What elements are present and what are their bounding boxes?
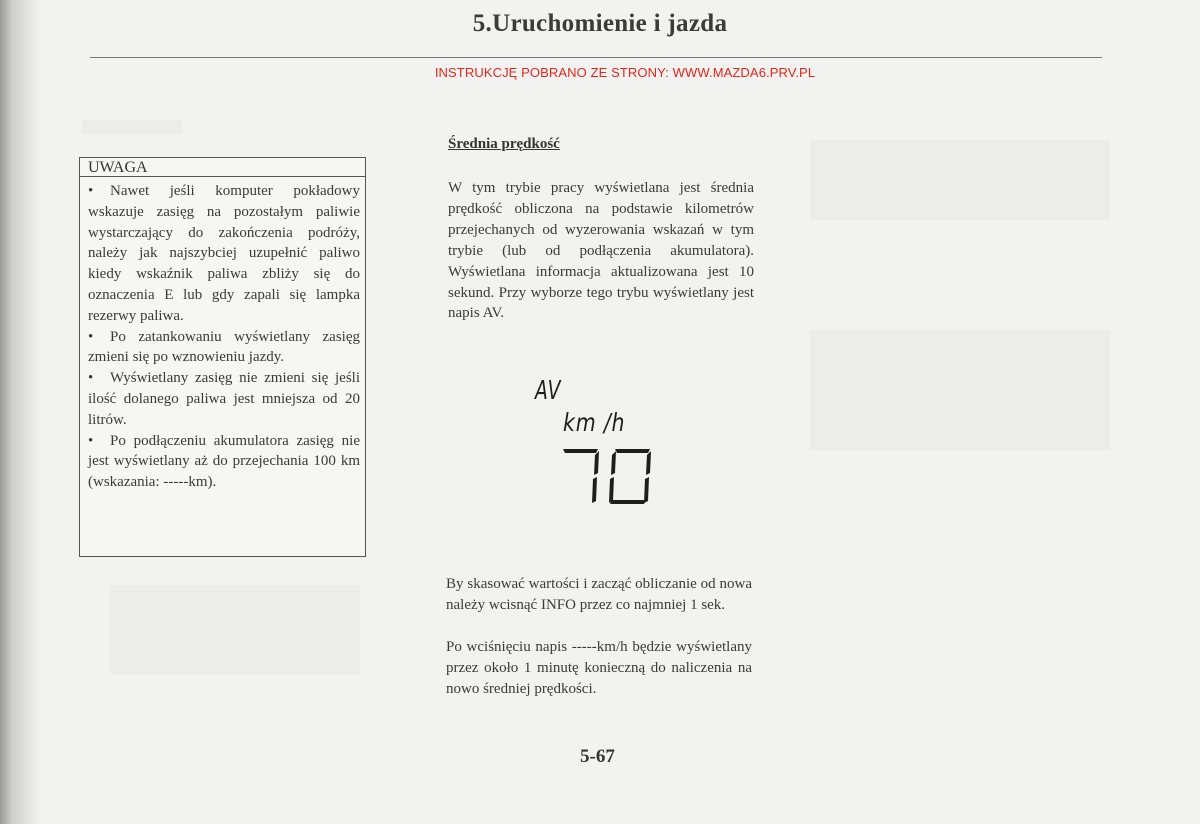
warning-title: UWAGA [80,158,365,177]
download-source-note: INSTRUKCJĘ POBRANO ZE STRONY: WWW.MAZDA6.PRV.PL [434,65,816,80]
bleed-through-mark [82,120,182,134]
display-illustration [530,376,670,511]
warning-box [79,157,366,557]
bullet-icon: • [88,328,94,345]
warning-item-text: Nawet jeśli komputer pokładowy wskazuje zasięg na pozostałym paliwie wystarczający do zakończenia podróży, należy jak najszybciej uzupełnić paliwo kiedy wskaźnik paliwa zbliży się do oznaczenia E lub gdy zapali się lampka rezerwy paliwa. [88,183,360,324]
warning-item-text: Po zatankowaniu wyświetlany zasięg zmieni się po wznowieniu jazdy. [88,328,360,366]
warning-body [88,181,360,493]
warning-item-text: Wyświetlany zasięg nie zmieni się jeśli ilość dolanego paliwa jest mniejsza od 20 litrów. [88,370,360,428]
reset-result-paragraph: Po wciśnięciu napis -----km/h będzie wyświetlany przez około 1 minutę konieczną do naliczenia na nowo średniej prędkości. [446,639,752,697]
header-divider [90,57,1102,58]
segment [646,451,651,475]
segment [609,477,614,503]
bullet-icon: • [88,183,94,199]
page-binding-shadow [0,0,40,824]
warning-item [88,431,360,493]
segment [592,477,597,503]
bullet-icon: • [88,432,94,449]
segment [563,449,598,453]
description-paragraph: W tym trybie pracy wyświetlana jest średnia prędkość obliczona na podstawie kilometrów przejechanych od wyzerowania wskazań w tym trybie (lub od podłączenia akumulatora). Wyświetlana informacja aktualizowana jest 10 sekund. Przy wyborze tego trybu wyświetlany jest napis AV. [448,180,754,322]
warning-item-text: Po podłączeniu akumulatora zasięg nie jest wyświetlany aż do przejechania 100 km (wskazania: -----km). [88,432,360,491]
reset-instruction-paragraph: By skasować wartości i zacząć obliczanie od nowa należy wcisnąć INFO przez co najmniej 1 sek. [446,576,752,613]
segment [611,451,616,475]
digit-0 [609,449,651,504]
segment [594,451,599,475]
bullet-icon: • [88,370,94,387]
warning-item [88,368,360,430]
bleed-through-mark [810,140,1110,220]
segment [644,477,649,503]
bleed-through-mark [810,330,1110,450]
segment [610,500,646,504]
bleed-through-mark [110,585,360,675]
section-heading: Średnia prędkość [448,136,560,152]
display-unit-label: km /h [563,408,626,437]
page-number: 5-67 [580,746,615,767]
segment [615,449,650,453]
digit-7 [563,449,599,503]
warning-item [88,181,360,327]
warning-item [88,327,360,369]
display-seven-segment-value [560,446,660,506]
chapter-title: 5.Uruchomienie i jazda [472,10,728,37]
display-mode-label: AV [535,376,562,406]
